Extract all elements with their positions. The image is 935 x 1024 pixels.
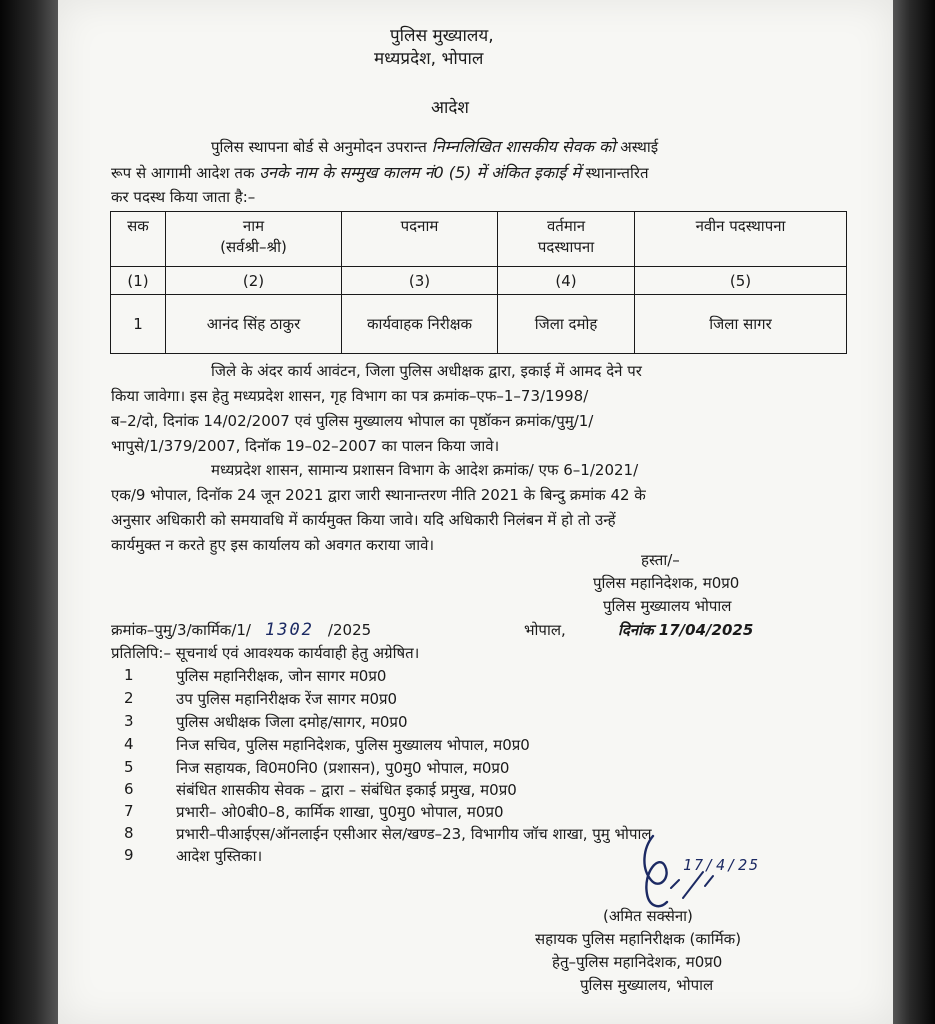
col-header-designation: पदनाम bbox=[342, 212, 498, 267]
dgp-title: पुलिस महानिदेशक, म0प्र0 bbox=[593, 574, 740, 592]
para2-line-4: कार्यमुक्त न करते हुए इस कार्यालय को अवगत कराया जावे। bbox=[111, 536, 435, 554]
list-item-number: 2 bbox=[124, 689, 134, 707]
col-number: (1) bbox=[111, 267, 166, 295]
para2-line-2: एक/9 भोपाल, दिनॉक 24 जून 2021 द्वारा जारी स्थानान्तरण नीति 2021 के बिन्दु क्रमांक 42 के bbox=[111, 486, 646, 504]
list-item: आदेश पुस्तिका। bbox=[176, 847, 263, 865]
signatory-name: (अमित सक्सेना) bbox=[603, 907, 693, 925]
signatory-office: पुलिस मुख्यालय, भोपाल bbox=[580, 976, 714, 994]
list-item: निज सहायक, वि0म0नि0 (प्रशासन), पु0मु0 भोपाल, म0प्र0 bbox=[176, 759, 510, 777]
list-item: प्रभारी–पीआईएस/ऑनलाईन एसीआर सेल/खण्ड–23, विभागीय जॉच शाखा, पुमु भोपाल bbox=[176, 825, 652, 843]
signed-mark: हस्ता/– bbox=[641, 551, 680, 569]
col-header-name: नाम (सर्वश्री–श्री) bbox=[166, 212, 342, 267]
list-item-number: 9 bbox=[124, 846, 134, 864]
col-number: (2) bbox=[166, 267, 342, 295]
reference-place: भोपाल, bbox=[524, 621, 566, 639]
cell-new-posting: जिला सागर bbox=[635, 295, 847, 354]
reference-number: क्रमांक–पुमु/3/कार्मिक/1/ 1302 /2025 bbox=[111, 620, 372, 640]
para1-line-4: भापुसे/1/379/2007, दिनॉक 19–02–2007 का पालन किया जावे। bbox=[111, 437, 500, 455]
list-item: संबंधित शासकीय सेवक – द्वारा – संबंधित इकाई प्रमुख, म0प्र0 bbox=[176, 781, 517, 799]
scan-edge-left bbox=[0, 0, 58, 1024]
list-item: पुलिस महानिरीक्षक, जोन सागर म0प्र0 bbox=[176, 667, 387, 685]
col-header-current-posting: वर्तमान पदस्थापना bbox=[498, 212, 635, 267]
cell-current-posting: जिला दमोह bbox=[498, 295, 635, 354]
intro-line-3: कर पदस्थ किया जाता है:– bbox=[111, 188, 256, 206]
list-item: निज सचिव, पुलिस महानिदेशक, पुलिस मुख्यालय भोपाल, म0प्र0 bbox=[176, 736, 530, 754]
para1-line-2: किया जावेगा। इस हेतु मध्यप्रदेश शासन, गृह विभाग का पत्र क्रमांक–एफ–1–73/1998/ bbox=[111, 387, 589, 405]
cell-sno: 1 bbox=[111, 295, 166, 354]
transfer-table bbox=[110, 211, 847, 354]
list-item-number: 8 bbox=[124, 824, 134, 842]
document-page bbox=[58, 0, 893, 1024]
col-header-new-posting: नवीन पदस्थापना bbox=[635, 212, 847, 267]
list-item-number: 1 bbox=[124, 666, 134, 684]
col-number: (3) bbox=[342, 267, 498, 295]
table-number-row bbox=[111, 267, 847, 295]
intro-line-2: रूप से आगामी आदेश तक उनके नाम के सम्मुख कालम नं0 (5) में अंकित इकाई में स्थानान्तरित bbox=[111, 163, 649, 182]
table-header-row bbox=[111, 212, 847, 267]
signatory-for: हेतु–पुलिस महानिदेशक, म0प्र0 bbox=[552, 953, 723, 971]
list-item: उप पुलिस महानिरीक्षक रेंज सागर म0प्र0 bbox=[176, 690, 398, 708]
para1-line-1: जिले के अंदर कार्य आवंटन, जिला पुलिस अधीक्षक द्वारा, इकाई में आमद देने पर bbox=[211, 362, 642, 380]
para2-line-3: अनुसार अधिकारी को समयावधि में कार्यमुक्त किया जावे। यदि अधिकारी निलंबन में हो तो उन्हें bbox=[111, 511, 616, 529]
signatory-title: सहायक पुलिस महानिरीक्षक (कार्मिक) bbox=[535, 930, 742, 948]
list-item: पुलिस अधीक्षक जिला दमोह/सागर, म0प्र0 bbox=[176, 713, 408, 731]
para2-line-1: मध्यप्रदेश शासन, सामान्य प्रशासन विभाग के आदेश क्रमांक/ एफ 6–1/2021/ bbox=[211, 461, 639, 479]
list-item-number: 7 bbox=[124, 802, 134, 820]
order-title: आदेश bbox=[431, 98, 469, 118]
table-row bbox=[111, 295, 847, 354]
list-item-number: 3 bbox=[124, 712, 134, 730]
list-item-number: 4 bbox=[124, 735, 134, 753]
dgp-office: पुलिस मुख्यालय भोपाल bbox=[603, 597, 732, 615]
office-name: पुलिस मुख्यालय, bbox=[390, 26, 494, 46]
para1-line-3: ब–2/दो, दिनांक 14/02/2007 एवं पुलिस मुख्यालय भोपाल का पृष्ठॉकन क्रमांक/पुमु/1/ bbox=[111, 412, 594, 430]
reference-date: दिनांक 17/04/2025 bbox=[618, 621, 754, 639]
scan-edge-right bbox=[893, 0, 935, 1024]
col-number: (5) bbox=[635, 267, 847, 295]
cell-designation: कार्यवाहक निरीक्षक bbox=[342, 295, 498, 354]
col-header-sno: सक bbox=[111, 212, 166, 267]
list-item-number: 5 bbox=[124, 758, 134, 776]
list-item-number: 6 bbox=[124, 780, 134, 798]
cell-name: आनंद सिंह ठाकुर bbox=[166, 295, 342, 354]
col-number: (4) bbox=[498, 267, 635, 295]
signature-date: 17/4/25 bbox=[683, 856, 761, 874]
office-location: मध्यप्रदेश, भोपाल bbox=[374, 49, 484, 69]
copy-to-heading: प्रतिलिपि:– सूचनार्थ एवं आवश्यक कार्यवाही हेतु अग्रेषित। bbox=[111, 644, 420, 662]
list-item: प्रभारी– ओ0बी0–8, कार्मिक शाखा, पु0मु0 भोपाल, म0प्र0 bbox=[176, 803, 504, 821]
intro-line-1: पुलिस स्थापना बोर्ड से अनुमोदन उपरान्त निम्नलिखित शासकीय सेवक को अस्थाई bbox=[211, 137, 659, 156]
